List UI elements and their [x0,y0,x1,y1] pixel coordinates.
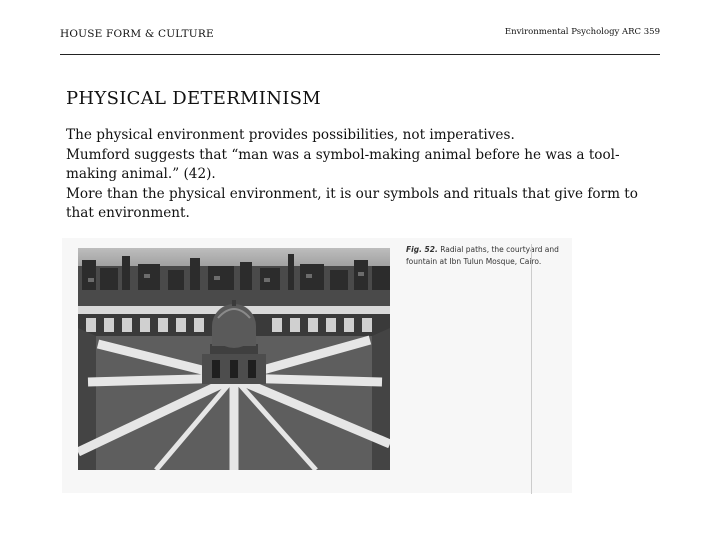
header-course-code: Environmental Psychology ARC 359 [504,27,660,37]
scan-edge-line [531,244,532,494]
figure-caption [406,244,566,268]
mosque-courtyard-photo [78,248,390,470]
slide-body [66,126,656,224]
figure-caption-text: Radial paths, the courtyard and fountain at Ibn Tulun Mosque, Cairo. [406,245,559,266]
header-divider [60,54,660,55]
body-paragraph: Mumford suggests that “man was a symbol-making animal before he was a tool-making animal.” (42). [66,146,620,182]
body-paragraph: More than the physical environment, it is our symbols and rituals that give form to that environment. [66,185,638,221]
slide-title: PHYSICAL DETERMINISM [66,88,322,109]
header-course-title: HOUSE FORM & CULTURE [60,28,214,40]
figure-label: Fig. 52. [406,245,438,254]
body-paragraph: The physical environment provides possibilities, not imperatives. [66,127,515,143]
